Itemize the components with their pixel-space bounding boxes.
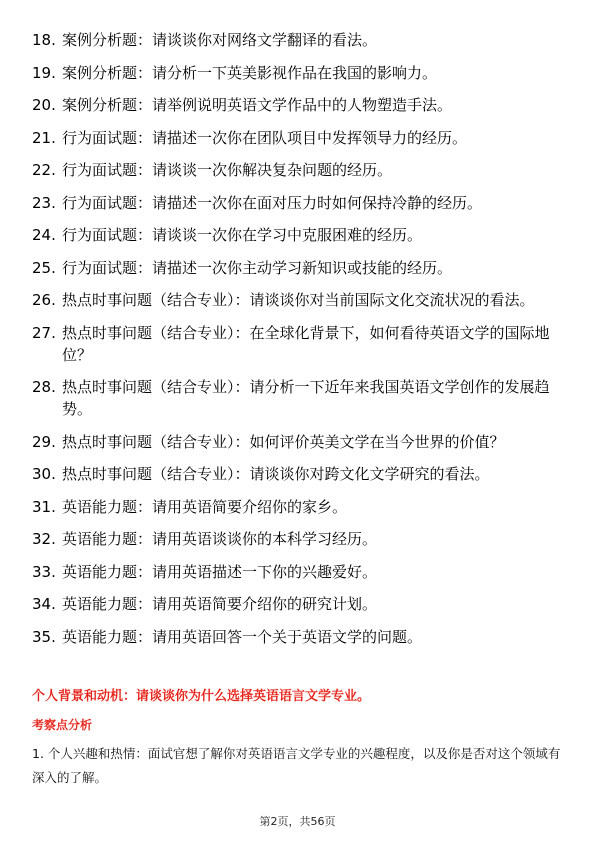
question-item <box>32 94 562 116</box>
question-item <box>32 376 562 420</box>
question-item <box>32 322 562 366</box>
question-item <box>32 289 562 311</box>
question-text: 热点时事问题（结合专业）：请谈谈你对跨文化文学研究的看法。 <box>62 465 490 483</box>
question-item <box>32 496 562 518</box>
question-item <box>32 127 562 149</box>
question-number: 33. <box>32 562 56 581</box>
question-item <box>32 528 562 550</box>
question-number: 27. <box>32 323 56 342</box>
question-item <box>32 224 562 246</box>
analysis-paragraph: 1. 个人兴趣和热情：面试官想了解你对英语语言文学专业的兴趣程度，以及你是否对这个领域有深入的了解。 <box>32 746 561 785</box>
question-number: 26. <box>32 291 56 309</box>
question-text: 英语能力题：请用英语回答一个关于英语文学的问题。 <box>62 627 423 646</box>
question-number: 35. <box>32 627 56 646</box>
question-number: 22. <box>32 161 56 179</box>
question-item <box>32 159 562 181</box>
question-text: 行为面试题：请描述一次你主动学习新知识或技能的经历。 <box>62 258 453 277</box>
question-number: 28. <box>32 378 56 396</box>
question-number: 18. <box>32 31 56 49</box>
question-number: 20. <box>32 96 56 114</box>
question-text: 英语能力题：请用英语简要介绍你的研究计划。 <box>62 595 378 613</box>
question-number: 25. <box>32 258 56 277</box>
question-text: 英语能力题：请用英语描述一下你的兴趣爱好。 <box>62 562 378 581</box>
question-text: 行为面试题：请描述一次你在团队项目中发挥领导力的经历。 <box>62 128 468 147</box>
question-item <box>32 626 562 648</box>
question-number: 19. <box>32 63 56 82</box>
question-item <box>32 62 562 84</box>
page-footer: 第2页，共56页 <box>259 815 336 828</box>
question-item <box>32 257 562 279</box>
question-item <box>32 192 562 214</box>
question-item <box>32 593 562 615</box>
question-number: 34. <box>32 595 56 613</box>
question-text: 英语能力题：请用英语简要介绍你的家乡。 <box>62 497 348 516</box>
question-text: 行为面试题：请描述一次你在面对压力时如何保持冷静的经历。 <box>62 193 483 212</box>
question-item <box>32 29 562 51</box>
question-text: 英语能力题：请用英语谈谈你的本科学习经历。 <box>62 530 378 548</box>
question-number: 23. <box>32 193 56 212</box>
question-number: 31. <box>32 497 56 516</box>
question-text: 案例分析题：请举例说明英语文学作品中的人物塑造手法。 <box>62 96 453 114</box>
question-number: 29. <box>32 432 56 451</box>
question-number: 24. <box>32 226 56 244</box>
question-number: 32. <box>32 530 56 548</box>
question-number: 21. <box>32 128 56 147</box>
analysis-subtitle: 考察点分析 <box>32 718 93 732</box>
section-title: 个人背景和动机：请谈谈你为什么选择英语语言文学专业。 <box>32 689 371 704</box>
question-item <box>32 431 562 453</box>
question-number: 30. <box>32 465 56 483</box>
question-text: 行为面试题：请谈谈一次你解决复杂问题的经历。 <box>62 161 393 179</box>
question-text: 热点时事问题（结合专业）：如何评价英美文学在当今世界的价值？ <box>62 432 505 451</box>
question-text: 热点时事问题（结合专业）：请分析一下近年来我国英语文学创作的发展趋势。 <box>62 378 550 418</box>
question-item <box>32 561 562 583</box>
question-text: 案例分析题：请分析一下英美影视作品在我国的影响力。 <box>62 63 438 82</box>
question-list <box>32 29 562 658</box>
question-text: 热点时事问题（结合专业）：请谈谈你对当前国际文化交流状况的看法。 <box>62 291 535 309</box>
question-text: 行为面试题：请谈谈一次你在学习中克服困难的经历。 <box>62 226 423 244</box>
question-text: 案例分析题：请谈谈你对网络文学翻译的看法。 <box>62 31 378 49</box>
question-text: 热点时事问题（结合专业）：在全球化背景下，如何看待英语文学的国际地位？ <box>62 323 550 364</box>
question-item <box>32 463 562 485</box>
